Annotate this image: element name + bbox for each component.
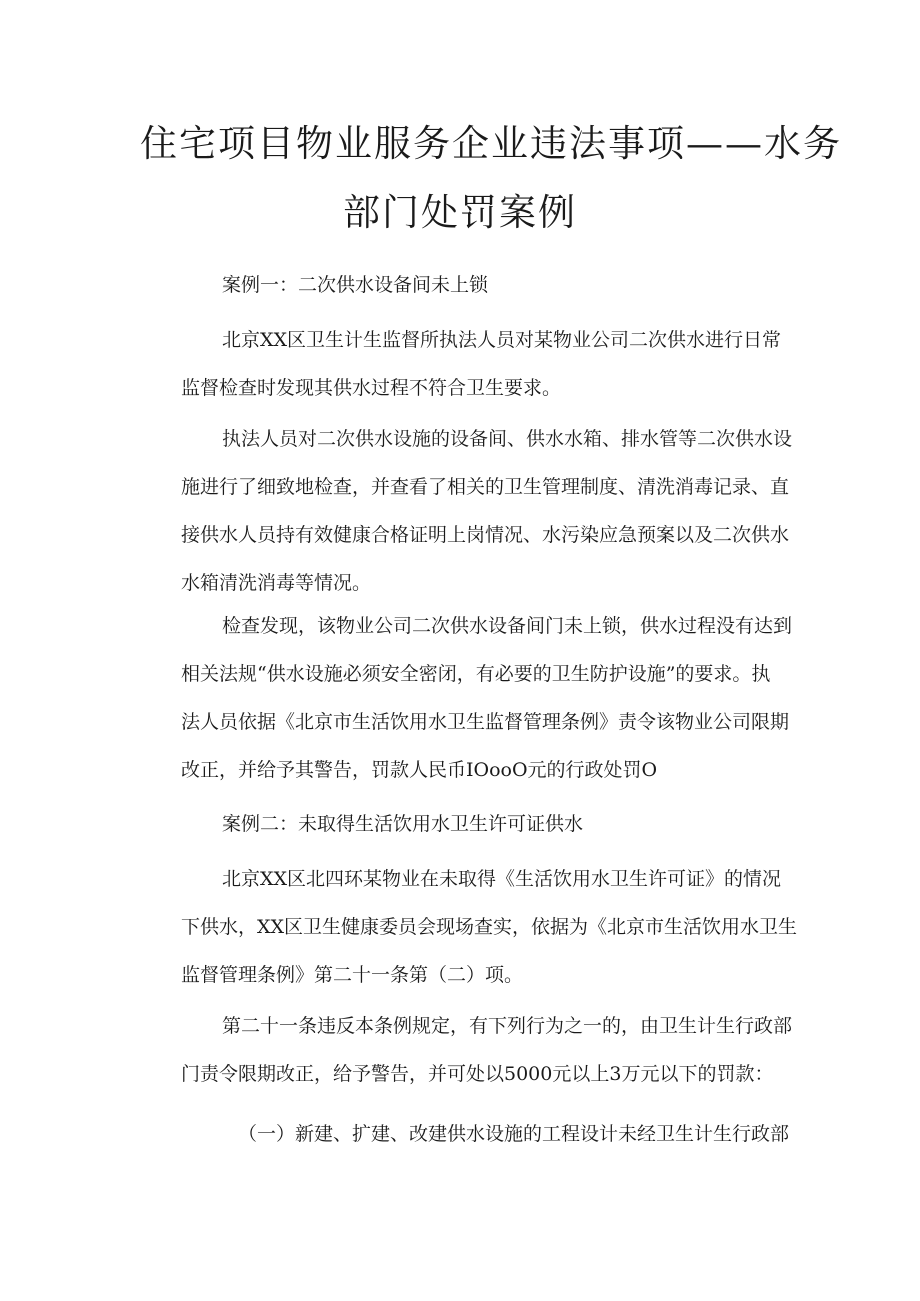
paragraph-2 bbox=[140, 415, 793, 607]
paragraph-line: 北京XX区北四环某物业在未取得《生活饮用水卫生许可证》的情况 bbox=[222, 868, 782, 890]
paragraph-line: 门责令限期改正，给予警告，并可处以5000元以上3万元以下的罚款： bbox=[181, 1063, 774, 1085]
paragraph-line: 接供水人员持有效健康合格证明上岗情况、水污染应急预案以及二次供水 bbox=[181, 524, 790, 546]
paragraph-line: 改正，并给予其警告，罚款人民币IOooO元的行政处罚O bbox=[181, 759, 658, 781]
paragraph-line: 监督管理条例》第二十一条第（二）项。 bbox=[181, 964, 524, 986]
paragraph-line: 执法人员对二次供水设施的设备间、供水水箱、排水管等二次供水设 bbox=[222, 428, 793, 450]
paragraph-1 bbox=[140, 316, 782, 412]
paragraph-line: 施进行了细致地检查，并查看了相关的卫生管理制度、清洗消毒记录、直 bbox=[181, 476, 790, 498]
paragraph-5 bbox=[140, 1002, 793, 1098]
paragraph-line: 水箱清洗消毒等情况。 bbox=[181, 572, 372, 594]
case1-heading bbox=[140, 261, 782, 309]
paragraph-line: 监督检查时发现其供水过程不符合卫生要求。 bbox=[181, 377, 562, 399]
case2-heading bbox=[140, 800, 782, 848]
case2-heading-text: 案例二：未取得生活饮用水卫生许可证供水 bbox=[222, 813, 584, 835]
document-title-line-2: 部门处罚案例 bbox=[343, 191, 577, 234]
paragraph-line: 相关法规“供水设施必须安全密闭，有必要的卫生防护设施”的要求。执 bbox=[181, 663, 771, 685]
paragraph-line: 法人员依据《北京市生活饮用水卫生监督管理条例》责令该物业公司限期 bbox=[181, 711, 790, 733]
document-title-line-1: 住宅项目物业服务企业违法事项——水务 bbox=[140, 122, 842, 165]
paragraph-line: （一）新建、扩建、改建供水设施的工程设计未经卫生计生行政部 bbox=[238, 1123, 790, 1145]
case1-heading-text: 案例一：二次供水设备间未上锁 bbox=[222, 274, 489, 296]
paragraph-3 bbox=[140, 602, 793, 794]
paragraph-line: 检查发现，该物业公司二次供水设备间门未上锁，供水过程没有达到 bbox=[222, 615, 793, 637]
paragraph-line: 第二十一条违反本条例规定，有下列行为之一的，由卫生计生行政部 bbox=[222, 1015, 793, 1037]
paragraph-line: 下供水，XX区卫生健康委员会现场查实，依据为《北京市生活饮用水卫生 bbox=[181, 916, 798, 938]
paragraph-4 bbox=[140, 855, 798, 999]
paragraph-line: 北京XX区卫生计生监督所执法人员对某物业公司二次供水进行日常 bbox=[222, 329, 782, 351]
paragraph-6 bbox=[140, 1110, 790, 1158]
